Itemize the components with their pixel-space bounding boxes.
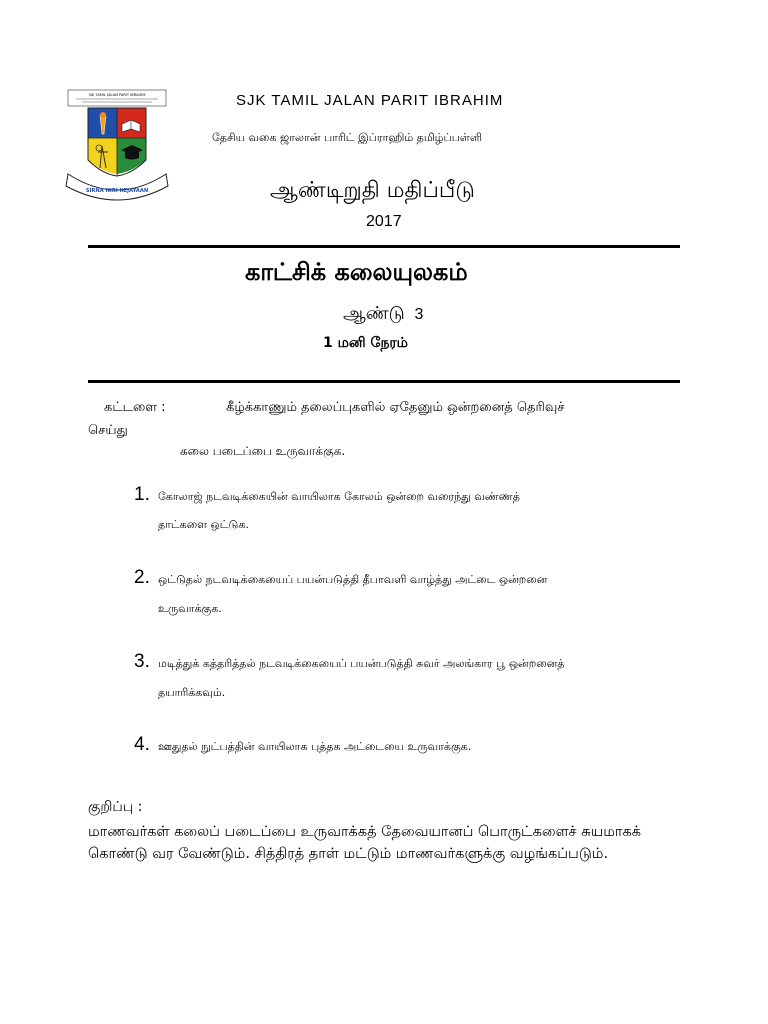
question-3-line2: தயாரிக்கவும். bbox=[158, 686, 226, 699]
divider-top bbox=[88, 245, 680, 248]
instructions-label: கட்டளை : bbox=[104, 400, 166, 415]
question-4-number: 4. bbox=[134, 734, 150, 755]
grade-number: 3 bbox=[414, 306, 424, 323]
question-1-line1: கோலாஜ் நடவடிக்கையின் வாயிலாக கோலம் ஒன்றை வரைந்து வண்ணத் bbox=[158, 490, 520, 503]
note-label: குறிப்பு : bbox=[88, 799, 143, 815]
question-4-line1: ஊதுதல் நுட்பத்தின் வாயிலாக புத்தக அட்டையை உருவாக்குக. bbox=[158, 740, 472, 753]
instructions-line1: கீழ்க்காணும் தலைப்புகளில் ஏதேனும் ஒன்றனைத் தெரிவுச் bbox=[226, 400, 565, 415]
instructions-line1-cont: செய்து bbox=[88, 423, 128, 438]
question-3-number: 3. bbox=[134, 651, 150, 672]
note-body: மாணவர்கள் கலைப் படைப்பை உருவாக்கத் தேவையானப் பொருட்களைச் சுயமாகக் கொண்டு வர வேண்டும். சித்திரத் தாள் மட்டும் மாணவர்களுக்கு வழங்கப்படும். bbox=[88, 824, 641, 862]
subject-title: காட்சிக் கலையுலகம் bbox=[245, 258, 468, 286]
shield-icon bbox=[88, 108, 146, 176]
logo-motto: SIRNA NIRI KEJAYAAN bbox=[85, 188, 149, 194]
school-name: SJK TAMIL JALAN PARIT IBRAHIM bbox=[236, 92, 504, 109]
logo-top-text: SJK TAMIL JALAN PARIT IBRAHIM bbox=[88, 93, 146, 97]
exam-year: 2017 bbox=[366, 213, 402, 230]
exam-title: ஆண்டிறுதி மதிப்பீடு bbox=[270, 178, 475, 203]
grade-row bbox=[343, 303, 423, 326]
question-3-line1: மடித்துக் கத்தரித்தல் நடவடிக்கையைப் பயன்படுத்தி சுவர் அலங்கார பூ ஒன்றனைத் bbox=[158, 657, 565, 670]
exam-duration: 1 மனி நேரம் bbox=[323, 335, 408, 351]
question-1-line2: தாட்களை ஒட்டுக. bbox=[158, 518, 249, 531]
school-name-tamil: தேசிய வகை ஜாலான் பாரிட் இப்ராஹிம் தமிழ்ப்பள்ளி bbox=[212, 131, 482, 144]
question-1-number: 1. bbox=[134, 484, 150, 505]
divider-bottom bbox=[88, 380, 680, 383]
question-2-line2: உருவாக்குக. bbox=[158, 602, 222, 615]
school-crest-logo bbox=[62, 88, 172, 206]
question-2-number: 2. bbox=[134, 567, 150, 588]
instructions-line2: கலை படைப்பை உருவாக்குக. bbox=[180, 444, 346, 458]
question-2-line1: ஒட்டுதல் நடவடிக்கையைப் பயன்படுத்தி தீபாவளி வாழ்த்து அட்டை ஒன்றனை bbox=[158, 573, 548, 586]
grade-label: ஆண்டு bbox=[343, 303, 405, 324]
